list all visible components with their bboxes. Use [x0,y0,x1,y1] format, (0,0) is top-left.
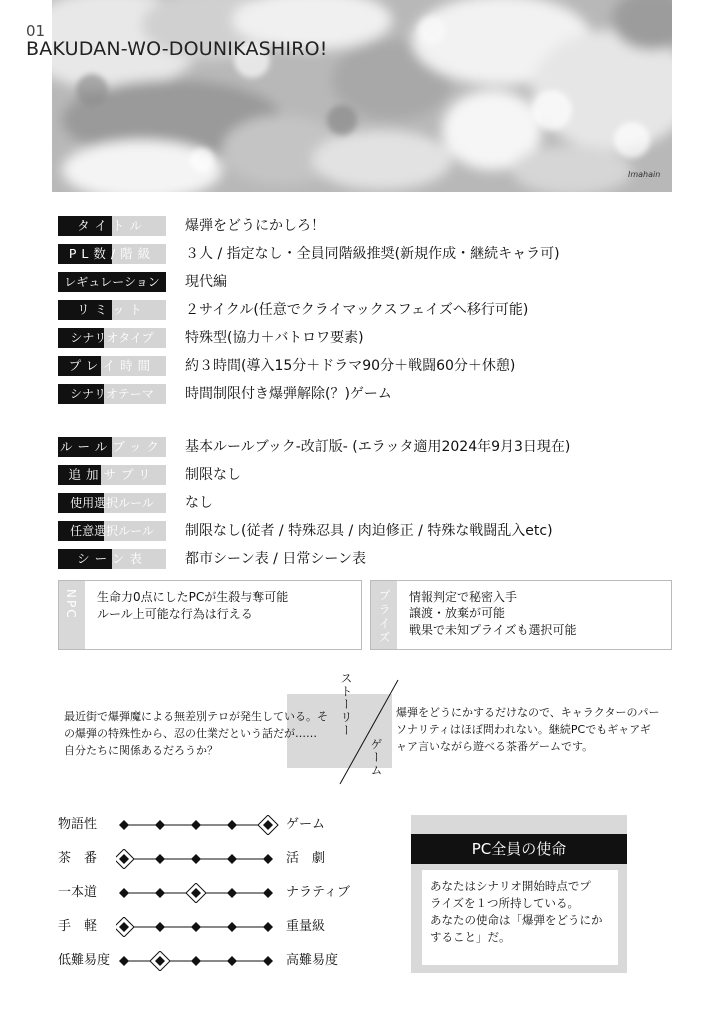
spec-row [58,521,658,541]
prize-line: 戦果で未知プライズも選択可能 [409,623,577,637]
spec-row [58,244,658,264]
scale-step-diamond [155,888,165,898]
spec-row [58,216,658,236]
scale-step-diamond [227,854,237,864]
npc-box [58,580,362,650]
prize-line: 情報判定で秘密入手 [409,590,518,604]
story-left-line: 最近街で爆弾魔による無差別テロが発生している。そ [64,710,328,723]
spec-label [58,356,166,376]
scale-right-label: ゲーム [286,817,326,832]
scale-left-label: 一本道 [58,885,98,900]
scale-left-label: 物語性 [58,817,98,832]
spec-value: なし [185,495,213,511]
prize-box-side [371,581,397,649]
story-right-text [396,704,660,755]
scale-right-label: 重量級 [286,919,326,934]
npc-line: ルール上可能な行為は行える [97,607,253,621]
spec-label-text: ルールブック [60,439,164,454]
spec-label-text: シナリオテーマ [70,387,154,401]
story-left-text [64,708,328,759]
scale-left-label: 手 軽 [58,919,98,934]
scale-step-diamond [155,922,165,932]
spec-label [58,437,166,457]
scale-right-label: 高難易度 [286,953,339,968]
artist-signature: Imahain [628,170,661,179]
spec-row [58,549,658,569]
scale-track [116,849,282,869]
spec-value: 現代編 [185,274,227,290]
spec-label [58,244,166,264]
spec-label [58,493,166,513]
scale-step-diamond [119,888,129,898]
story-label: ストーリー [339,672,353,737]
spec-label-text: シーン表 [77,551,147,566]
spec-row [58,493,658,513]
scale-left-label: 茶 番 [58,851,98,866]
spec-row [58,465,658,485]
spec-label [58,300,166,320]
scale-step-diamond [191,956,201,966]
spec-value: 都市シーン表 / 日常シーン表 [185,551,367,567]
spec-label-text: 任意選択ルール [70,524,154,538]
story-left-line: 自分たちに関係あるだろうか？ [64,744,218,757]
scale-row [58,951,338,971]
prize-box [370,580,672,650]
scale-step-diamond [119,956,129,966]
npc-line: 生命力0点にしたPCが生殺与奪可能 [97,590,289,604]
chapter-number: 01 [26,22,46,40]
scale-step-diamond [227,922,237,932]
spec-label [58,521,166,541]
spec-label-text: 追加サプリ [68,467,156,482]
spec-value: 特殊型(協力＋バトロワ要素) [185,330,364,346]
scale-track [116,951,282,971]
spec-value: 爆弾をどうにかしろ！ [185,218,325,234]
spec-label-text: PL数/階級 [68,246,156,261]
scale-track [116,883,282,903]
spec-row [58,384,658,404]
scale-step-diamond [119,820,129,830]
scale-step-diamond [155,820,165,830]
scale-step-diamond [263,888,273,898]
scale-step-diamond [155,854,165,864]
scenario-title-roman: BAKUDAN-WO-DOUNIKASHIRO! [26,38,328,60]
spec-row [58,328,658,348]
spec-label-text: タイトル [77,218,147,233]
scale-step-diamond [191,854,201,864]
story-left-line: の爆弾の特殊性から、忍の仕業だという話だが…… [64,727,317,740]
prize-box-side-label: プライズ [377,589,391,645]
scale-track [116,917,282,937]
spec-label-text: シナリオタイプ [70,331,154,345]
mission-line: あなたの使命は「爆弾をどうにか [430,913,603,927]
cloud-texture [52,0,672,192]
prize-line: 譲渡・放棄が可能 [409,606,506,620]
scale-step-diamond [227,956,237,966]
scale-step-diamond [263,956,273,966]
spec-label [58,272,166,292]
npc-box-side-label: NPC [64,589,78,620]
scale-step-diamond [191,820,201,830]
game-label: ゲーム [369,738,383,777]
mission-line: ライズを１つ所持している。 [430,896,580,910]
spec-value: 制限なし(従者 / 特殊忍具 / 肉迫修正 / 特殊な戦闘乱入etc) [185,523,553,539]
scale-left-label: 低難易度 [58,953,111,968]
scale-row [58,917,338,937]
spec-label-text: リミット [77,302,147,317]
spec-label [58,465,166,485]
spec-label-text: レギュレーション [64,275,160,289]
scale-right-label: 活 劇 [286,851,326,866]
spec-row [58,356,658,376]
spec-value: 約３時間(導入15分＋ドラマ90分＋戦闘60分＋休憩) [185,358,516,374]
spec-label [58,328,166,348]
spec-value: ３人 / 指定なし・全員同階級推奨(新規作成・継続キャラ可) [185,246,560,262]
npc-box-side [59,581,85,649]
spec-value: 基本ルールブック-改訂版- (エラッタ適用2024年9月3日現在) [185,439,571,455]
scale-step-diamond [227,820,237,830]
spec-label-text: プレイ時間 [68,358,156,373]
story-right-line: 爆弾をどうにかするだけなので、キャラクターのパー [396,706,660,719]
spec-value: 制限なし [185,467,241,483]
mission-line: あなたはシナリオ開始時点でプ [430,879,591,893]
spec-label [58,216,166,236]
story-right-line: ャア言いながら遊べる茶番ゲームです。 [396,740,594,753]
scale-track [116,815,282,835]
scale-step-diamond [263,854,273,864]
header-banner-image [52,0,672,192]
mission-title: PC全員の使命 [411,834,627,864]
story-right-line: ソナリティはほぼ問われない。継続PCでもギャアギ [396,723,651,736]
scale-row [58,849,338,869]
scale-step-diamond [227,888,237,898]
spec-row [58,437,658,457]
spec-label-text: 使用選択ルール [70,496,154,510]
scale-right-label: ナラティブ [286,885,350,900]
spec-label [58,384,166,404]
spec-label [58,549,166,569]
scale-step-diamond [191,922,201,932]
spec-row [58,300,658,320]
spec-row [58,272,658,292]
spec-value: 時間制限付き爆弾解除(？)ゲーム [185,386,392,402]
spec-value: ２サイクル(任意でクライマックスフェイズへ移行可能) [185,302,529,318]
scale-row [58,815,338,835]
mission-body [422,870,618,965]
scale-row [58,883,350,903]
mission-line: すること」だ。 [430,930,511,944]
scale-step-diamond [263,922,273,932]
